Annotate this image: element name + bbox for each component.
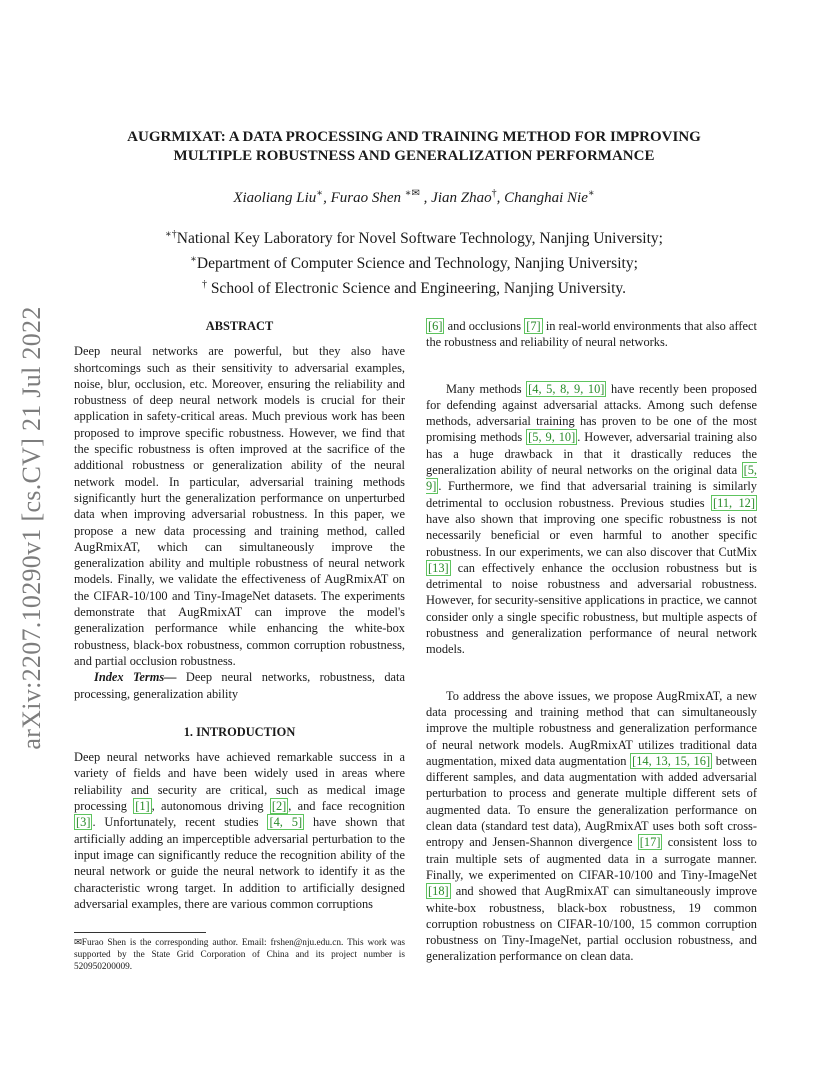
footnote (74, 937, 405, 973)
author-1-mark: ∗ (316, 188, 324, 199)
intro-paragraph-1-part-b: [6] and occlusions [7] in real-world environments that also affect the robustness and reliability of neural networks. (426, 319, 757, 350)
introduction-heading: 1. INTRODUCTION (183, 724, 296, 739)
affiliations (60, 224, 768, 299)
arxiv-id: arXiv:2207.10290v1 [cs.CV] 21 Jul 2022 (17, 306, 46, 750)
footnote-text: Furao Shen is the corresponding author. Email: frshen@nju.edu.cn. This work was supported by the State Grid Corporation of China and its project number is 520950200009. (74, 938, 405, 972)
citation-link[interactable]: [13] (428, 560, 449, 575)
citation-link[interactable]: [2] (271, 799, 287, 814)
title-line-1: AUGRMIXAT: A DATA PROCESSING AND TRAINING METHOD FOR IMPROVING (127, 129, 701, 145)
intro-paragraph-3: To address the above issues, we propose AugRmixAT, a new data processing and training method that can simultaneously improve the multiple robustness and generalization performance of neural network models. AugRmixAT utilizes traditional data augmentation, mixed data augmentation [14, 13, 15, 16] between different samples, and data augmentation with added adversarial perturbation to process and generate multiple different sets of augmented data. To ensure the generalization performance on clean data (standard test data), AugRmixAT uses both soft cross-entropy and Jensen-Shannon divergence [17] consistent loss to train multiple sets of augmented data in a surrogate manner. Finally, we experimented on CIFAR-10/100 and Tiny-ImageNet [18] and showed that AugRmixAT can simultaneously improve white-box robustness, black-box robustness, 19 common corruption robustness on CIFAR-10/100, 15 common corruption robustness on Tiny-ImageNet, partial occlusion robustness, and generalization performance on clean data. (426, 688, 757, 964)
footnote-divider (74, 932, 206, 933)
citation-link[interactable]: [11, 12] (712, 495, 755, 510)
author-3: Jian Zhao (431, 190, 492, 206)
index-terms (74, 669, 405, 702)
footnote-mark: ✉ (74, 938, 82, 948)
author-list: Xiaoliang Liu∗, Furao Shen ∗✉ , Jian Zhao†, Changhai Nie∗ (233, 188, 595, 206)
citation-link[interactable]: [5, 9] (426, 463, 757, 494)
title-line-2: MULTIPLE ROBUSTNESS AND GENERALIZATION PERFORMANCE (173, 148, 655, 164)
author-2-mark: ∗✉ (404, 188, 420, 199)
citation-link[interactable]: [17] (639, 835, 661, 850)
citation-link[interactable]: [1] (135, 799, 150, 814)
citation-link[interactable]: [6] (428, 319, 443, 333)
arxiv-stamp (8, 296, 56, 760)
citation-link[interactable]: [14, 13, 15, 16] (632, 753, 711, 768)
author-2: Furao Shen (330, 190, 401, 206)
author-1: Xiaoliang Liu (233, 190, 317, 206)
index-terms-text: Deep neural networks, robustness, data processing, generalization ability (74, 670, 405, 701)
citation-link[interactable]: [5, 9, 10] (528, 430, 576, 445)
affiliation-3: † School of Electronic Science and Engineering, Nanjing University. (201, 279, 627, 298)
affiliation-2: ∗Department of Computer Science and Technology, Nanjing University; (190, 254, 638, 273)
right-column (426, 318, 757, 965)
citation-link[interactable]: [18] (428, 884, 449, 899)
left-column (74, 318, 405, 912)
intro-paragraph-1-part-a: Deep neural networks have achieved remarkable success in a variety of fields and have been widely used in areas where reliability and security are critical, such as medical image processing [1] , autonomous driving [2] , and face recognition [3] . Unfortunately, recent studies [4, 5] have shown that artificially adding an imperceptible adversarial perturbation to the input image can significantly reduce the recognition ability of the neural network or guide the neural network to identify it as the characteristic wrong target. In addition to artificially designed adversarial examples, there are various common corruptions (74, 750, 406, 911)
abstract-heading: ABSTRACT (205, 319, 274, 333)
citation-link[interactable]: [7] (526, 319, 541, 333)
author-3-mark: † (491, 188, 497, 199)
affiliation-1: ∗†National Key Laboratory for Novel Software Technology, Nanjing University; (165, 229, 663, 248)
author-4: Changhai Nie (504, 190, 588, 206)
citation-link[interactable]: [4, 5, 8, 9, 10] (528, 381, 605, 396)
intro-paragraph-2: Many methods [4, 5, 8, 9, 10] have recently been proposed for defending against adversarial attacks. Among such defense methods, adversarial training has proven to be one of the most promising methods [5, 9, 10] . However, adversarial training also has a huge drawback in that it drastically reduces the generalization ability of neural networks on the original data [5, 9] . Furthermore, we find that adversarial training is similarly detrimental to occlusion robustness. Previous studies [11, 12] have also shown that improving one specific robustness is not necessarily beneficial or even harmful to another specific robustness. In our experiments, we can also discover that CutMix [13] can effectively enhance the occlusion robustness but is detrimental to noise robustness and adversarial robustness. However, for security-sensitive applications in practice, we cannot consider only a single specific robustness, but multiple aspects of robustness and generalization performance of neural network models. (426, 381, 757, 657)
citation-link[interactable]: [3] (76, 815, 91, 830)
paper-title (60, 128, 768, 166)
index-terms-label: Index Terms— (94, 670, 177, 685)
citation-link[interactable]: [4, 5] (269, 815, 303, 830)
abstract-text: Deep neural networks are powerful, but they also have shortcomings such as their sensitivity to adversarial examples, noise, blur, occlusion, etc. Moreover, ensuring the reliability and robustness of deep neural network models is crucial for their application in safety-critical areas. Much previous work has been proposed to improve specific robustness. However, we find that the specific robustness is often improved at the sacrifice of the additional robustness or generalization ability of the neural network model. In particular, adversarial training methods significantly hurt the generalization performance on unperturbed data when improving adversarial robustness. In this paper, we propose a new data processing and training method, called AugRmixAT, which can simultaneously improve the generalization ability and multiple robustness of neural network models. Finally, we validate the effectiveness of AugRmixAT on the CIFAR-10/100 and Tiny-ImageNet datasets. The experiments demonstrate that AugRmixAT can improve the model's generalization performance while enhancing the white-box robustness, black-box robustness, common corruption robustness, and partial occlusion robustness. (74, 344, 405, 668)
author-4-mark: ∗ (587, 188, 595, 199)
